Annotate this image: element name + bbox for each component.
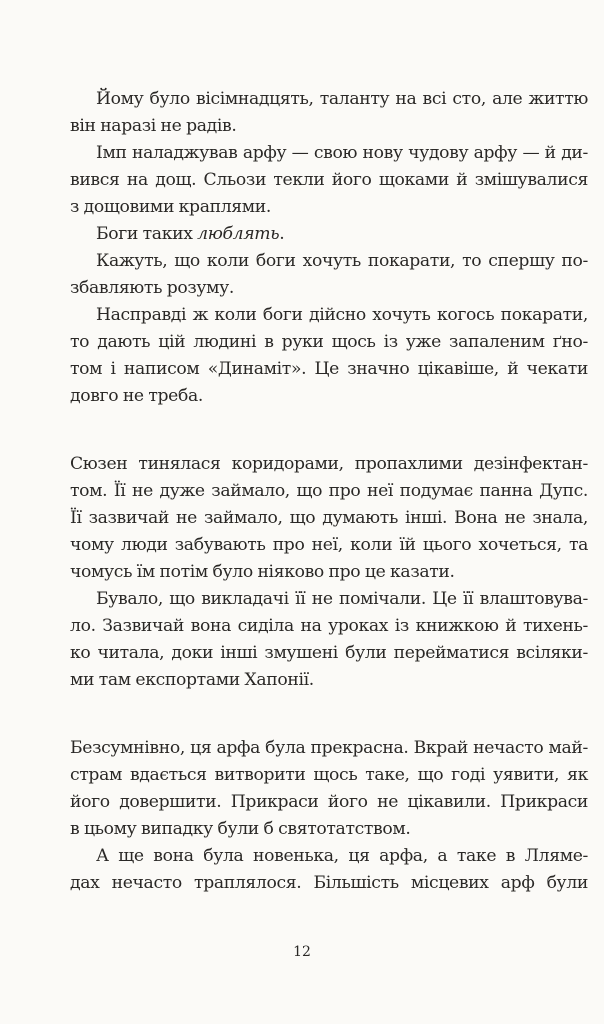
section-break: [70, 410, 588, 451]
paragraph: [70, 302, 588, 410]
section-break: [70, 694, 588, 735]
text-line: Насправді ж коли боги дійсно хочуть когось покарати,: [96, 305, 588, 325]
section-3: [70, 735, 588, 897]
paragraph: [70, 140, 588, 221]
text-line: Кажуть, що коли боги хочуть покарати, то спершу по-: [96, 251, 588, 271]
paragraph: [70, 86, 588, 140]
paragraph: [70, 735, 588, 843]
text-line: Імп наладжував арфу — свою нову чудову арфу — й ди-: [96, 143, 588, 163]
paragraph: [70, 586, 588, 694]
paragraph: [70, 248, 588, 302]
text-line: том. Її не дуже займало, що про неї подумає панна Дупс.: [70, 481, 588, 501]
text-run: Боги таких: [96, 224, 198, 244]
text-line: в цьому випадку були б святотатством.: [70, 819, 411, 839]
text-line: ко читала, доки інші змушені були перейматися всіляки-: [70, 643, 588, 663]
text-line: ло. Зазвичай вона сиділа на уроках із книжкою й тихень-: [70, 616, 588, 636]
text-line: Її зазвичай не займало, що думають інші. Вона не знала,: [70, 508, 588, 528]
text-line: ми там експортами Хапонії.: [70, 670, 314, 690]
text-line: А ще вона була новенька, ця арфа, а таке в Лляме-: [96, 846, 588, 866]
text-line: чому люди забувають про неї, коли їй цього хочеться, та: [70, 535, 588, 555]
book-page-text: [70, 86, 588, 897]
text-run: .: [279, 224, 285, 244]
text-line: чомусь їм потім було ніяково про це казати.: [70, 562, 455, 582]
page-number: 12: [293, 944, 311, 960]
text-line: він наразі не радів.: [70, 116, 237, 136]
text-line: Безсумнівно, ця арфа була прекрасна. Вкрай нечасто май-: [70, 738, 588, 758]
text-line: його довершити. Прикраси його не цікавили. Прикраси: [70, 792, 588, 812]
text-line: з дощовими краплями.: [70, 197, 272, 217]
text-line: Сюзен тинялася коридорами, пропахлими дезінфектан-: [70, 454, 588, 474]
text-line: дах нечасто траплялося. Більшість місцевих арф були: [70, 873, 588, 893]
text-line: вився на дощ. Сльози текли його щоками й змішувалися: [70, 170, 588, 190]
text-line: збавляють розуму.: [70, 278, 235, 298]
paragraph: [70, 451, 588, 586]
text-line: Бувало, що викладачі її не помічали. Це її влаштовува-: [96, 589, 588, 609]
section-2: [70, 451, 588, 694]
emphasized-word: люблять: [197, 224, 280, 244]
text-line: том і написом «Динаміт». Це значно цікавіше, й чекати: [70, 359, 588, 379]
paragraph: [70, 843, 588, 897]
text-line: то дають цій людині в руки щось із уже запаленим ґно-: [70, 332, 588, 352]
text-line: страм вдається витворити щось таке, що годі уявити, як: [70, 765, 588, 785]
text-line: довго не треба.: [70, 386, 204, 406]
text-line: Йому було вісімнадцять, таланту на всі сто, але життю: [96, 89, 588, 109]
section-1: [70, 86, 588, 410]
paragraph: [70, 221, 588, 248]
text-line: [70, 221, 588, 248]
